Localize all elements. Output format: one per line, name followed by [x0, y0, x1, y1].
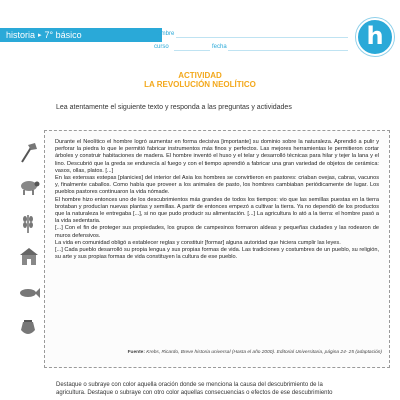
- paragraph: Durante el Neolítico el hombre logró aumentar en forma decisiva [importante] su dominio sobre la naturaleza. Aprendió a pulir y perforar la piedra lo que le permitió fabricar instrumentos más finos y perfectos. Las mejores herramientas le permitieron cortar árboles y construir habitaciones de madera. El hombre inventó el huso y el telar y desarrolló técnicas para hilar y tejer la lana y el lino. Descubrió que la greda se endurecía al fuego y con el tiempo aprendió a fabricar una gran variedad de objetos de cerámica: vasos, ollas, platos. [...]: [55, 139, 379, 174]
- logo: [356, 18, 394, 56]
- activity-subtitle: LA REVOLUCIÓN NEOLÍTICO: [144, 80, 256, 89]
- paragraph: [...] Cada pueblo desarrolló su propia lengua y sus propias formas de vida. Las tradiciones y costumbres de un pueblo, su religión, su arte y sus propias formas de vida constituyen la cultura de ese pueblo.: [55, 247, 379, 261]
- pot-icon: [18, 318, 38, 338]
- question-line: agricultura. Destaque o subraye con otro color aquellas consecuencias o efectos de ese descubrimiento: [56, 390, 333, 396]
- course-label: curso: [154, 44, 169, 50]
- paragraph: [...] Con el fin de proteger sus propiedades, los grupos de campesinos formaron aldeas y pequeñas ciudades y las rodearon de muros defensivos.: [55, 225, 379, 239]
- logo-letter: h: [366, 22, 384, 50]
- course-field[interactable]: [174, 50, 210, 51]
- fish-icon: [18, 286, 40, 300]
- paragraph: En las extensas estepas [planicies] del interior del Asia los hombres se convirtieron en pastores: criaban ovejas, cabras, vacunos y, finalmente caballos. Como había que proveer a los animales de pasto, los hombres cambiaban periódicamente de lugar. Los pueblos pastores continuaron la vida nómade.: [55, 175, 379, 196]
- activity-title: ACTIVIDAD: [178, 71, 222, 80]
- source-label: Fuente:: [127, 350, 145, 355]
- grade-label: 7° básico: [44, 30, 82, 40]
- subject-name: historia: [6, 30, 36, 40]
- wheat-icon: [18, 212, 38, 234]
- instruction-text: Lea atentamente el siguiente texto y responda a las preguntas y actividades: [56, 104, 292, 111]
- name-field[interactable]: [176, 37, 348, 38]
- date-field[interactable]: [228, 50, 348, 51]
- house-icon: [18, 246, 40, 266]
- question-text: [56, 381, 386, 397]
- source-citation: [120, 350, 382, 356]
- paragraph: El hombre hizo entonces uno de los descubrimientos más grandes de todos los tiempos: vio que las semillas puestas en la tierra brotaban y producían nuevas plantas y semillas. A partir de entonces empezó a cultivar la tierra. Ya no dependió de los productos que la naturaleza le entregaba [...], si no que pudo producir su alimentación. [...] La agricultura lo ató a la tierra: el hombre pasó a la vida sedentaria.: [55, 196, 379, 225]
- axe-icon: [18, 142, 38, 164]
- sheep-icon: [18, 178, 40, 196]
- date-label: fecha: [212, 44, 227, 50]
- paragraph: La vida en comunidad obligó a establecer reglas y constituir [formar] alguna autoridad que hiciera cumplir las leyes.: [55, 239, 341, 246]
- chevron-right-icon: ▸: [38, 32, 42, 39]
- subject-label: [6, 29, 82, 43]
- question-line: Destaque o subraye con color aquella oración donde se menciona la causa del descubrimiento de la: [56, 382, 323, 388]
- reading-text: [55, 139, 379, 261]
- source-text: Krebs, Ricardo, Breve historia universal (Hasta el año 2000). Editorial Universitaria, página 24- 25 (adaptación): [146, 350, 382, 355]
- name-label: nombre: [154, 31, 175, 37]
